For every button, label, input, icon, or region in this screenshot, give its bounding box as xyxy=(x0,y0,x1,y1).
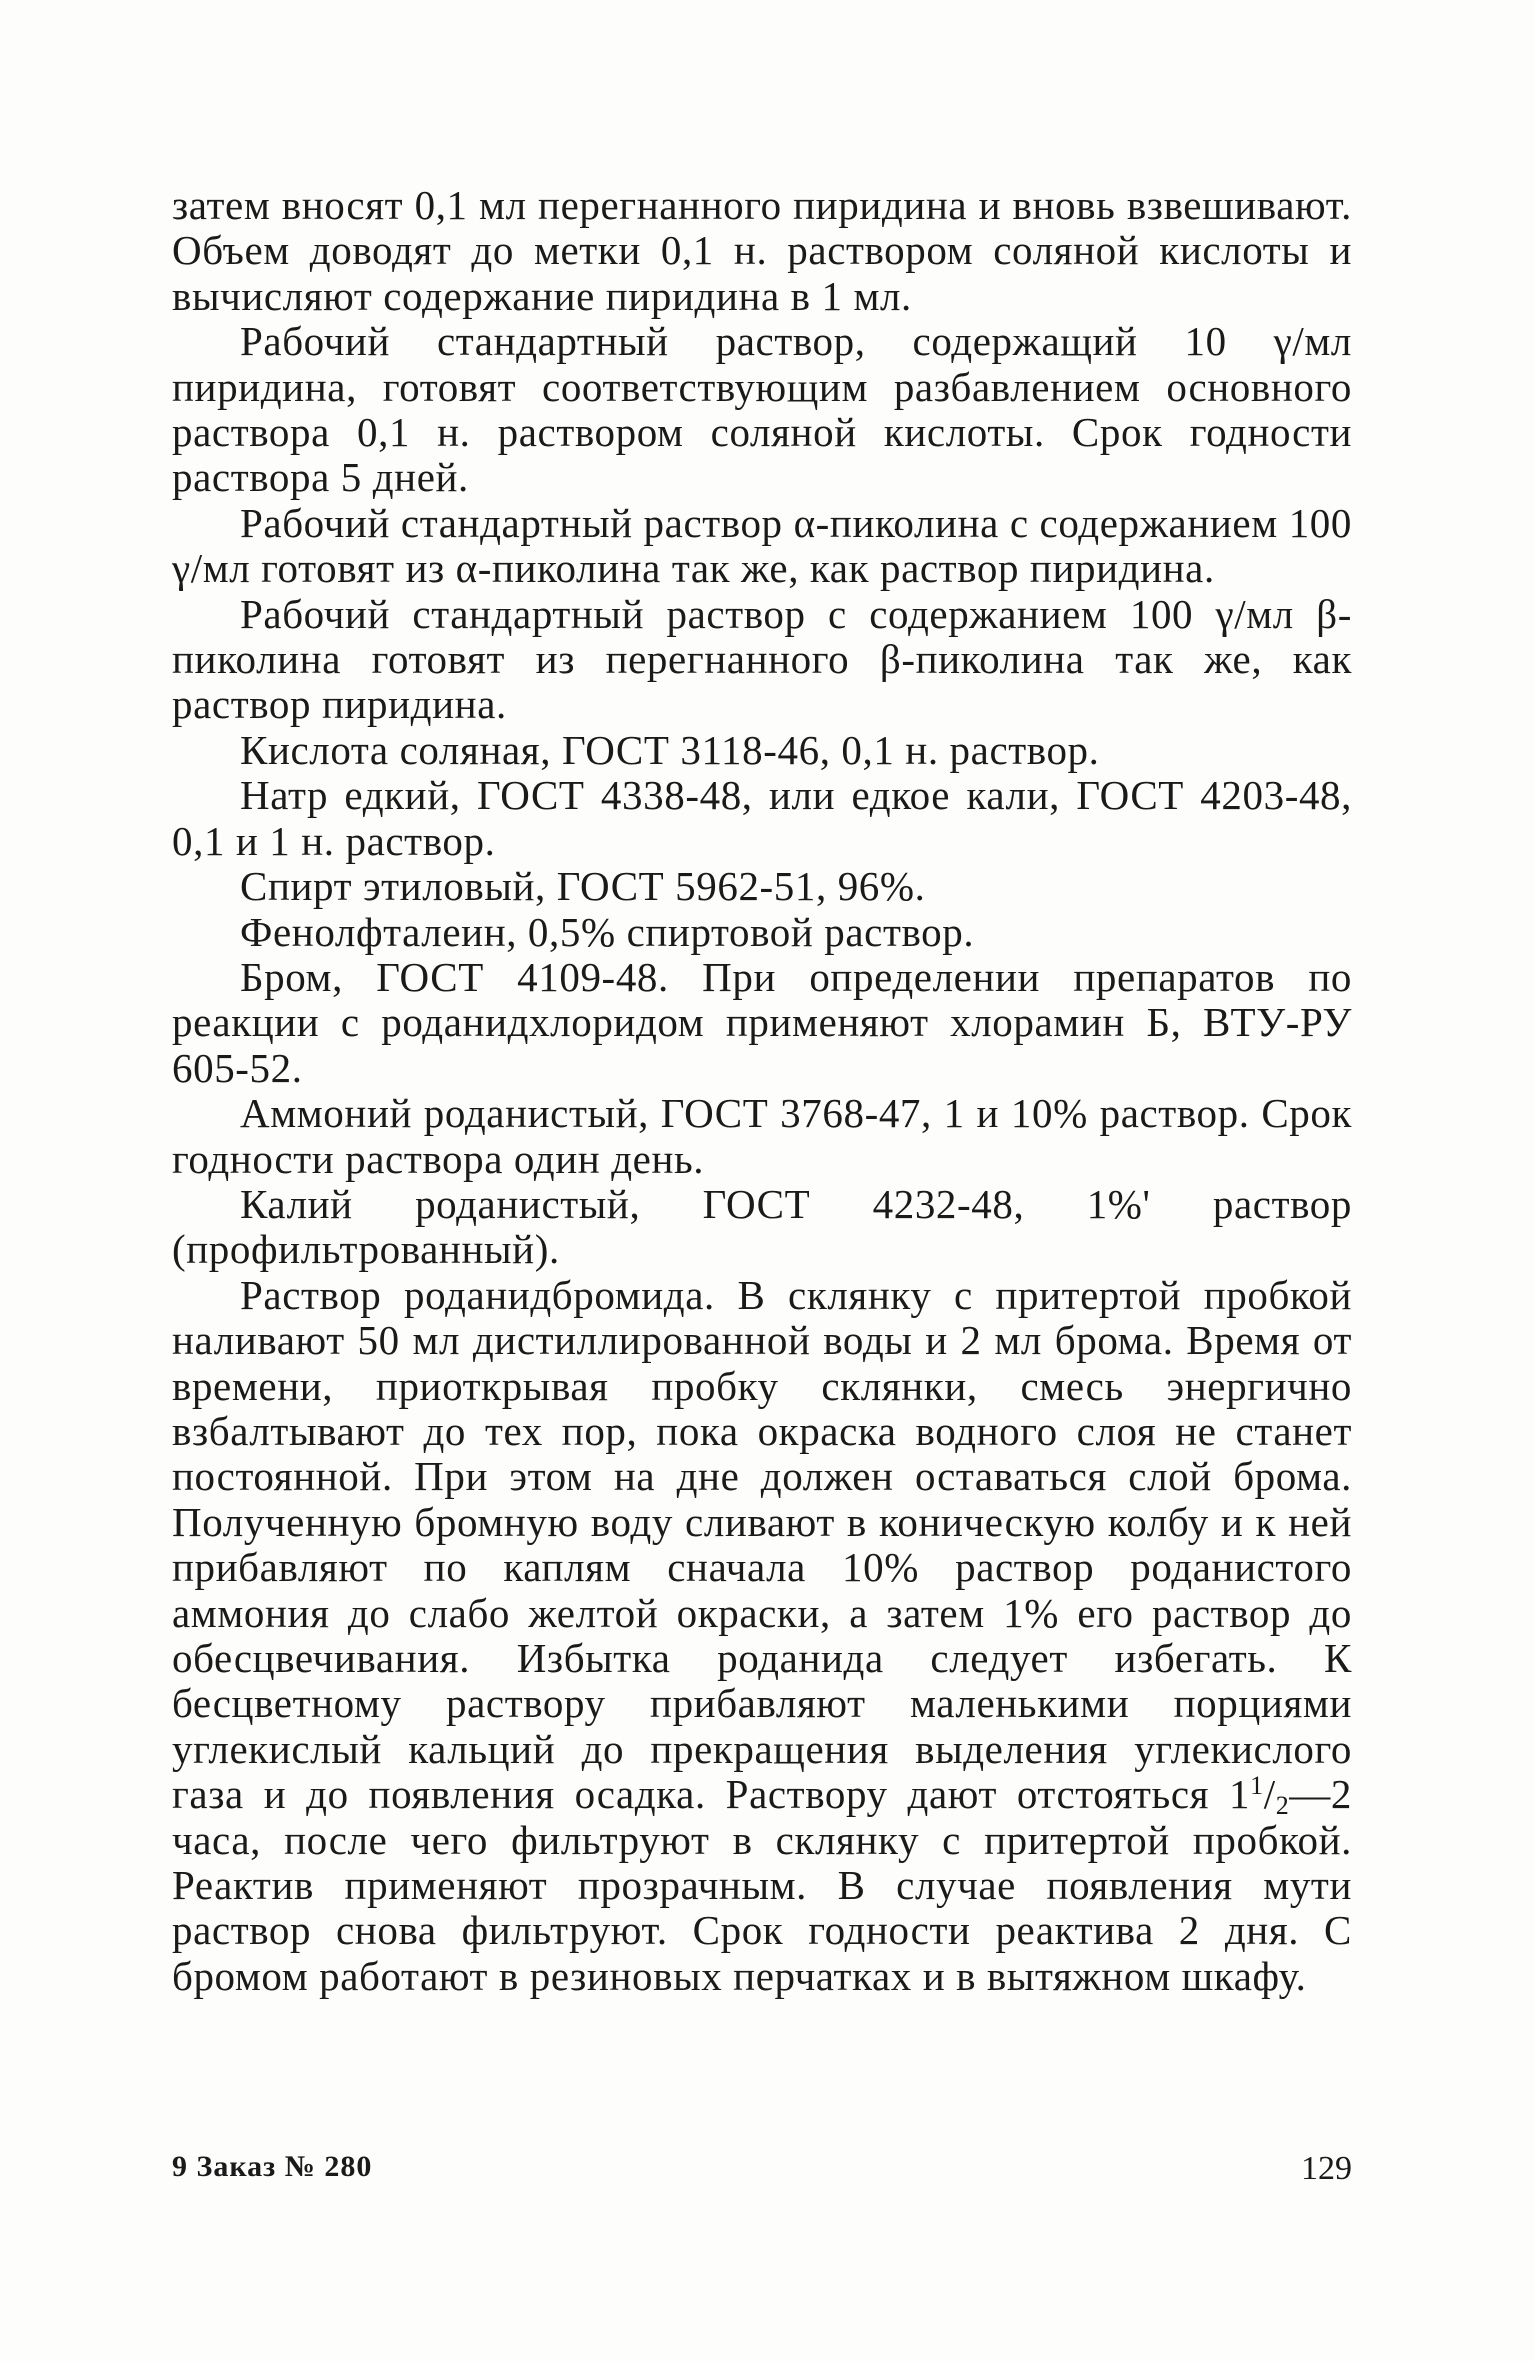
page-footer xyxy=(172,2150,1352,2200)
paragraph-pyridine-working-standard: Рабочий стандартный раствор, содержащий 10 γ/мл пиридина, готовят соответствующим разбавлением основного раствора 0,1 н. раствором соляной кислоты. Срок годности раствора 5 дней. xyxy=(172,318,1352,501)
body-text xyxy=(172,183,1352,1999)
paragraph-beta-picoline-standard: Рабочий стандартный раствор с содержанием 100 γ/мл β-пиколина готовят из перегнанного β-пиколина так же, как раствор пиридина. xyxy=(172,590,1352,728)
paragraph-ammonium-thiocyanate: Аммоний роданистый, ГОСТ 3768-47, 1 и 10% раствор. Срок годности раствора один день. xyxy=(172,1090,1352,1182)
page-number: 129 xyxy=(1301,2150,1352,2187)
fraction-numerator: 1 xyxy=(1250,1771,1264,1801)
fraction-denominator: 2 xyxy=(1275,1791,1290,1821)
paragraph-potassium-thiocyanate: Калий роданистый, ГОСТ 4232-48, 1%' раствор (профильтрованный). xyxy=(172,1180,1352,1273)
thiocyanogen-bromide-tail: —2 часа, после чего фильтруют в склянку с притертой пробкой. Реактив применяют прозрачным. В случае появления мути раствор снова фильтруют. Срок годности реактива 2 дня. С бромом работают в резиновых перчатках и в вытяжном шкафу. xyxy=(172,1771,1352,1999)
printer-signature: 9 Заказ № 280 xyxy=(172,2150,373,2183)
paragraph-alpha-picoline-standard: Рабочий стандартный раствор α-пиколина с содержанием 100 γ/мл готовят из α-пиколина так же, как раствор пиридина. xyxy=(172,499,1352,592)
paragraph-phenolphthalein: Фенолфталеин, 0,5% спиртовой раствор. xyxy=(240,908,975,955)
fraction-separator: / xyxy=(1263,1771,1276,1818)
paragraph-ethyl-alcohol: Спирт этиловый, ГОСТ 5962-51, 96%. xyxy=(240,863,926,910)
paragraph-bromine: Бром, ГОСТ 4109-48. При определении препаратов по реакции с роданидхлоридом применяют хлорамин Б, ВТУ-РУ 605-52. xyxy=(172,953,1352,1091)
paragraph-pyridine-weighing: затем вносят 0,1 мл перегнанного пиридина и вновь взвешивают. Объем доводят до метки 0,1 н. раствором соляной кислоты и вычисляют содержание пиридина в 1 мл. xyxy=(172,182,1352,319)
fraction-whole: 1 xyxy=(1228,1771,1251,1818)
thiocyanogen-bromide-text: Раствор роданидбромида. В склянку с притертой пробкой наливают 50 мл дистиллированной воды и 2 мл брома. Время от времени, приоткрывая пробку склянки, смесь энергично взбалтывают до тех пор, пока окраска водного слоя не станет постоянной. При этом на дне должен оставаться слой брома. Полученную бромную воду сливают в коническую колбу и к ней прибавляют по каплям сначала 10% раствор роданистого аммония до слабо желтой окраски, а затем 1% его раствор до обесцвечивания. Избытка роданида следует избегать. К бесцветному раствору прибавляют маленькими порциями углекислый кальций до прекращения выделения углекислого газа и до появления осадка. Раствору дают отстояться xyxy=(172,1271,1352,1818)
paragraph-hydrochloric-acid: Кислота соляная, ГОСТ 3118-46, 0,1 н. раствор. xyxy=(240,726,1100,773)
paragraph-sodium-hydroxide: Натр едкий, ГОСТ 4338-48, или едкое кали, ГОСТ 4203-48, 0,1 и 1 н. раствор. xyxy=(172,772,1352,864)
paragraph-thiocyanogen-bromide xyxy=(172,1273,1352,2000)
